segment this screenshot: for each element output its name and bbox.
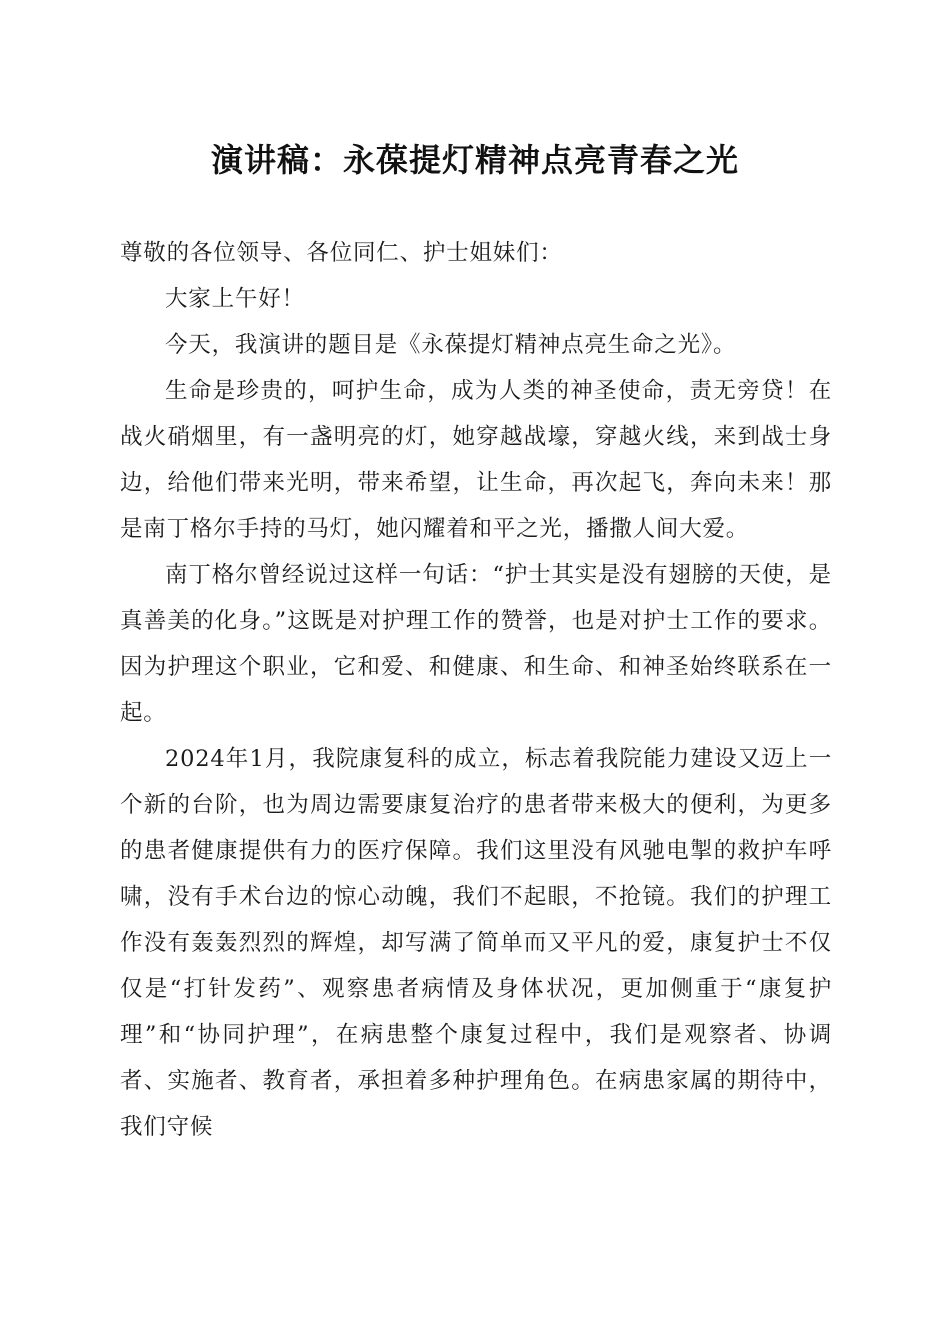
paragraph-nightingale-quote: 南丁格尔曾经说过这样一句话：“护士其实是没有翅膀的天使，是真善美的化身。”这既是对护理工作的赞誉，也是对护士工作的要求。因为护理这个职业，它和爱、和健康、和生命、和神圣始终联系在一起。 (120, 562, 832, 726)
document-title: 演讲稿：永葆提灯精神点亮青春之光 (210, 141, 739, 179)
paragraph-topic: 今天，我演讲的题目是《永葆提灯精神点亮生命之光》。 (165, 332, 737, 358)
salutation: 尊敬的各位领导、各位同仁、护士姐妹们： (120, 240, 563, 266)
paragraph-rehab-department: 2024年1月，我院康复科的成立，标志着我院能力建设又迈上一个新的台阶，也为周边需要康复治疗的患者带来极大的便利，为更多的患者健康提供有力的医疗保障。我们这里没有风驰电掣的救护车呼啸，没有手术台边的惊心动魄，我们不起眼，不抢镜。我们的护理工作没有轰轰烈烈的辉煌，却写满了简单而又平凡的爱，康复护士不仅仅是“打针发药”、观察患者病情及身体状况，更加侧重于“康复护理”和“协同护理”，在病患整个康复过程中，我们是观察者、协调者、实施者、教育者，承担着多种护理角色。在病患家属的期待中，我们守候 (120, 746, 832, 1140)
paragraph-life: 生命是珍贵的，呵护生命，成为人类的神圣使命，责无旁贷！在战火硝烟里，有一盏明亮的灯，她穿越战壕，穿越火线，来到战士身边，给他们带来光明，带来希望，让生命，再次起飞，奔向未来！那是南丁格尔手持的马灯，她闪耀着和平之光，播撒人间大爱。 (120, 378, 832, 542)
paragraph-greeting: 大家上午好！ (165, 286, 305, 312)
document-body (120, 230, 832, 1150)
